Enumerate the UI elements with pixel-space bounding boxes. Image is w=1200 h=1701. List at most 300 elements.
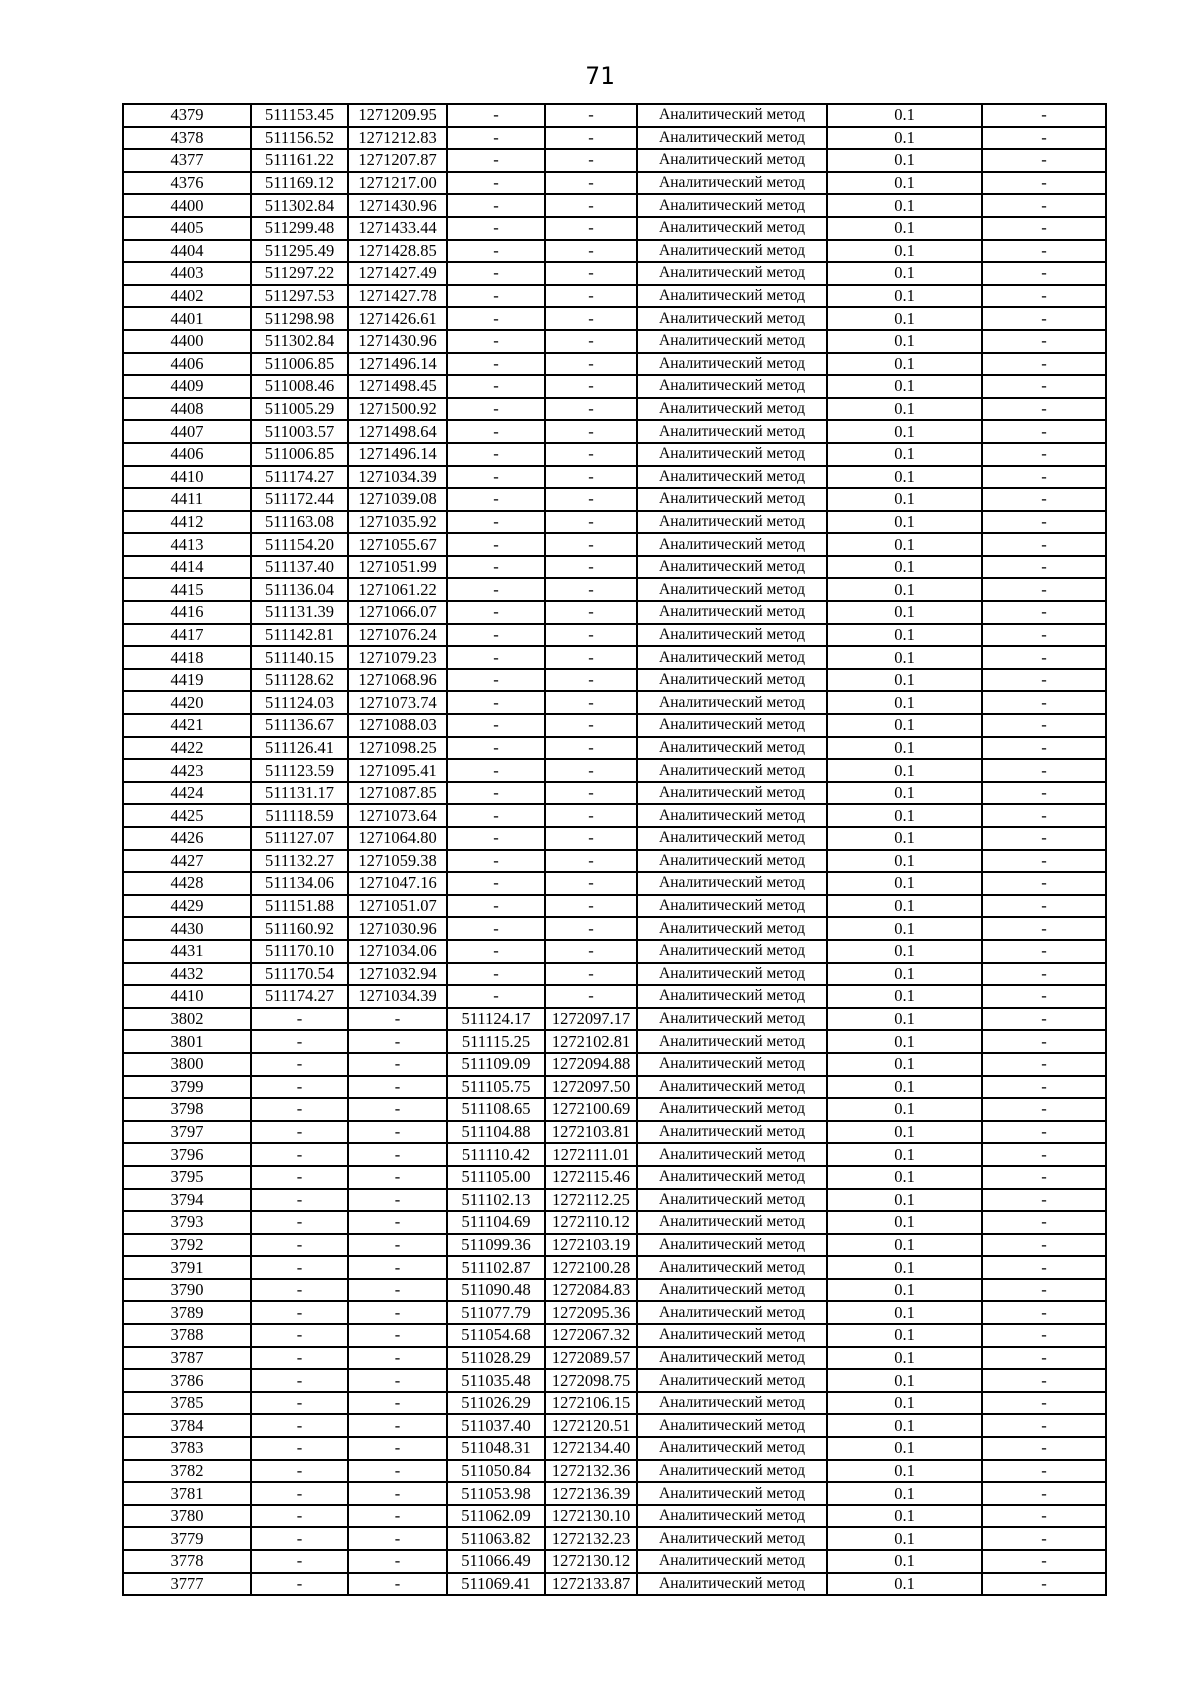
table-row xyxy=(123,149,1106,172)
cell-new-x: 511063.82 xyxy=(447,1527,545,1550)
cell-point-number: 3778 xyxy=(123,1550,251,1573)
cell-method: Аналитический метод xyxy=(637,917,827,940)
cell-old-y: - xyxy=(348,1234,447,1257)
cell-point-number: 4417 xyxy=(123,624,251,647)
cell-method: Аналитический метод xyxy=(637,1437,827,1460)
cell-accuracy: 0.1 xyxy=(827,443,982,466)
cell-new-y: - xyxy=(545,691,637,714)
cell-method: Аналитический метод xyxy=(637,149,827,172)
table-row xyxy=(123,466,1106,489)
cell-point-number: 4421 xyxy=(123,714,251,737)
cell-point-number: 4413 xyxy=(123,533,251,556)
cell-note: - xyxy=(982,511,1106,534)
cell-point-number: 3783 xyxy=(123,1437,251,1460)
cell-note: - xyxy=(982,1030,1106,1053)
cell-point-number: 3780 xyxy=(123,1505,251,1528)
cell-old-y: - xyxy=(348,1550,447,1573)
cell-old-x: 511170.54 xyxy=(251,963,348,986)
cell-point-number: 3794 xyxy=(123,1189,251,1212)
cell-note: - xyxy=(982,759,1106,782)
cell-accuracy: 0.1 xyxy=(827,330,982,353)
cell-new-x: - xyxy=(447,872,545,895)
table-row xyxy=(123,104,1106,127)
cell-old-x: 511169.12 xyxy=(251,172,348,195)
cell-old-y: - xyxy=(348,1279,447,1302)
cell-note: - xyxy=(982,1256,1106,1279)
cell-accuracy: 0.1 xyxy=(827,601,982,624)
cell-point-number: 4416 xyxy=(123,601,251,624)
cell-new-y: 1272100.69 xyxy=(545,1098,637,1121)
cell-old-x: 511302.84 xyxy=(251,330,348,353)
cell-note: - xyxy=(982,172,1106,195)
cell-point-number: 3798 xyxy=(123,1098,251,1121)
cell-old-y: 1271430.96 xyxy=(348,330,447,353)
cell-point-number: 4418 xyxy=(123,646,251,669)
table-row xyxy=(123,533,1106,556)
cell-old-x: - xyxy=(251,1076,348,1099)
cell-method: Аналитический метод xyxy=(637,1279,827,1302)
cell-method: Аналитический метод xyxy=(637,1482,827,1505)
cell-accuracy: 0.1 xyxy=(827,804,982,827)
cell-note: - xyxy=(982,1211,1106,1234)
cell-new-x: - xyxy=(447,307,545,330)
cell-note: - xyxy=(982,1121,1106,1144)
cell-note: - xyxy=(982,917,1106,940)
cell-old-y: - xyxy=(348,1324,447,1347)
table-row xyxy=(123,1550,1106,1573)
table-row xyxy=(123,646,1106,669)
cell-point-number: 4410 xyxy=(123,466,251,489)
cell-note: - xyxy=(982,850,1106,873)
cell-new-x: - xyxy=(447,330,545,353)
cell-note: - xyxy=(982,533,1106,556)
table-row xyxy=(123,172,1106,195)
cell-method: Аналитический метод xyxy=(637,466,827,489)
cell-old-x: - xyxy=(251,1234,348,1257)
cell-point-number: 4400 xyxy=(123,330,251,353)
cell-old-y: 1271095.41 xyxy=(348,759,447,782)
table-row xyxy=(123,1166,1106,1189)
cell-old-y: 1271088.03 xyxy=(348,714,447,737)
table-row xyxy=(123,1527,1106,1550)
table-row xyxy=(123,353,1106,376)
cell-accuracy: 0.1 xyxy=(827,1527,982,1550)
cell-new-x: 511028.29 xyxy=(447,1347,545,1370)
cell-new-y: - xyxy=(545,963,637,986)
cell-point-number: 4428 xyxy=(123,872,251,895)
cell-old-y: 1271064.80 xyxy=(348,827,447,850)
table-row xyxy=(123,1030,1106,1053)
cell-new-y: 1272097.17 xyxy=(545,1008,637,1031)
cell-new-x: - xyxy=(447,172,545,195)
cell-method: Аналитический метод xyxy=(637,646,827,669)
cell-old-y: 1271061.22 xyxy=(348,578,447,601)
cell-accuracy: 0.1 xyxy=(827,466,982,489)
cell-note: - xyxy=(982,398,1106,421)
cell-accuracy: 0.1 xyxy=(827,420,982,443)
table-row xyxy=(123,669,1106,692)
cell-new-y: - xyxy=(545,217,637,240)
cell-old-y: - xyxy=(348,1392,447,1415)
table-row xyxy=(123,850,1106,873)
table-row xyxy=(123,578,1106,601)
cell-old-x: 511131.39 xyxy=(251,601,348,624)
cell-note: - xyxy=(982,940,1106,963)
cell-new-x: - xyxy=(447,127,545,150)
cell-accuracy: 0.1 xyxy=(827,172,982,195)
cell-note: - xyxy=(982,669,1106,692)
table-row xyxy=(123,601,1106,624)
cell-method: Аналитический метод xyxy=(637,556,827,579)
cell-note: - xyxy=(982,1414,1106,1437)
table-row xyxy=(123,443,1106,466)
cell-point-number: 3790 xyxy=(123,1279,251,1302)
cell-old-y: - xyxy=(348,1008,447,1031)
cell-new-x: - xyxy=(447,375,545,398)
cell-new-x: - xyxy=(447,556,545,579)
cell-new-x: - xyxy=(447,646,545,669)
cell-old-x: 511128.62 xyxy=(251,669,348,692)
cell-old-y: - xyxy=(348,1053,447,1076)
cell-old-y: 1271030.96 xyxy=(348,917,447,940)
cell-old-x: 511136.04 xyxy=(251,578,348,601)
cell-old-y: 1271051.99 xyxy=(348,556,447,579)
cell-old-y: 1271034.39 xyxy=(348,466,447,489)
cell-new-x: - xyxy=(447,262,545,285)
cell-point-number: 4379 xyxy=(123,104,251,127)
cell-old-x: 511295.49 xyxy=(251,240,348,263)
cell-point-number: 4377 xyxy=(123,149,251,172)
cell-accuracy: 0.1 xyxy=(827,782,982,805)
table-row xyxy=(123,1189,1106,1212)
cell-old-y: 1271073.74 xyxy=(348,691,447,714)
cell-old-y: - xyxy=(348,1482,447,1505)
cell-point-number: 3802 xyxy=(123,1008,251,1031)
cell-note: - xyxy=(982,1279,1106,1302)
cell-old-x: - xyxy=(251,1414,348,1437)
cell-point-number: 4404 xyxy=(123,240,251,263)
cell-accuracy: 0.1 xyxy=(827,1008,982,1031)
cell-accuracy: 0.1 xyxy=(827,1166,982,1189)
cell-method: Аналитический метод xyxy=(637,1121,827,1144)
cell-old-y: 1271433.44 xyxy=(348,217,447,240)
cell-new-x: - xyxy=(447,443,545,466)
cell-new-y: - xyxy=(545,443,637,466)
cell-note: - xyxy=(982,307,1106,330)
cell-note: - xyxy=(982,194,1106,217)
cell-old-x: - xyxy=(251,1143,348,1166)
table-row xyxy=(123,1053,1106,1076)
cell-old-y: - xyxy=(348,1189,447,1212)
cell-point-number: 4419 xyxy=(123,669,251,692)
cell-new-x: 511099.36 xyxy=(447,1234,545,1257)
cell-old-x: 511005.29 xyxy=(251,398,348,421)
cell-new-x: - xyxy=(447,217,545,240)
cell-new-x: 511104.88 xyxy=(447,1121,545,1144)
cell-point-number: 3785 xyxy=(123,1392,251,1415)
table-row xyxy=(123,1098,1106,1121)
table-row xyxy=(123,940,1106,963)
cell-new-x: - xyxy=(447,624,545,647)
cell-old-x: 511297.53 xyxy=(251,285,348,308)
cell-point-number: 3799 xyxy=(123,1076,251,1099)
cell-method: Аналитический метод xyxy=(637,262,827,285)
cell-new-y: - xyxy=(545,556,637,579)
cell-new-x: - xyxy=(447,533,545,556)
cell-old-x: 511127.07 xyxy=(251,827,348,850)
cell-note: - xyxy=(982,827,1106,850)
cell-accuracy: 0.1 xyxy=(827,827,982,850)
table-row xyxy=(123,217,1106,240)
cell-old-y: 1271087.85 xyxy=(348,782,447,805)
cell-point-number: 3791 xyxy=(123,1256,251,1279)
table-row xyxy=(123,127,1106,150)
table-row xyxy=(123,511,1106,534)
cell-point-number: 3781 xyxy=(123,1482,251,1505)
table-row xyxy=(123,759,1106,782)
cell-new-y: - xyxy=(545,737,637,760)
cell-method: Аналитический метод xyxy=(637,1234,827,1257)
table-row xyxy=(123,1008,1106,1031)
cell-accuracy: 0.1 xyxy=(827,1053,982,1076)
table-row xyxy=(123,1076,1106,1099)
cell-method: Аналитический метод xyxy=(637,963,827,986)
cell-accuracy: 0.1 xyxy=(827,1550,982,1573)
cell-new-y: 1272084.83 xyxy=(545,1279,637,1302)
cell-point-number: 4401 xyxy=(123,307,251,330)
cell-method: Аналитический метод xyxy=(637,850,827,873)
cell-old-x: 511154.20 xyxy=(251,533,348,556)
cell-new-y: - xyxy=(545,172,637,195)
cell-new-x: 511109.09 xyxy=(447,1053,545,1076)
cell-new-y: - xyxy=(545,285,637,308)
cell-new-x: 511115.25 xyxy=(447,1030,545,1053)
cell-note: - xyxy=(982,624,1106,647)
cell-point-number: 4429 xyxy=(123,895,251,918)
cell-old-x: - xyxy=(251,1369,348,1392)
cell-new-y: - xyxy=(545,466,637,489)
cell-method: Аналитический метод xyxy=(637,443,827,466)
cell-old-x: 511008.46 xyxy=(251,375,348,398)
cell-accuracy: 0.1 xyxy=(827,262,982,285)
cell-note: - xyxy=(982,1189,1106,1212)
cell-old-y: 1271032.94 xyxy=(348,963,447,986)
cell-new-y: 1272097.50 xyxy=(545,1076,637,1099)
cell-old-x: 511118.59 xyxy=(251,804,348,827)
cell-new-x: - xyxy=(447,398,545,421)
cell-old-x: - xyxy=(251,1166,348,1189)
cell-new-y: - xyxy=(545,353,637,376)
cell-method: Аналитический метод xyxy=(637,1550,827,1573)
cell-new-y: 1272132.23 xyxy=(545,1527,637,1550)
cell-note: - xyxy=(982,601,1106,624)
cell-new-x: - xyxy=(447,827,545,850)
cell-point-number: 3782 xyxy=(123,1460,251,1483)
cell-accuracy: 0.1 xyxy=(827,1030,982,1053)
cell-old-y: 1271212.83 xyxy=(348,127,447,150)
cell-note: - xyxy=(982,375,1106,398)
table-row xyxy=(123,1573,1106,1596)
cell-old-x: 511299.48 xyxy=(251,217,348,240)
cell-old-y: 1271079.23 xyxy=(348,646,447,669)
cell-method: Аналитический метод xyxy=(637,669,827,692)
table-row xyxy=(123,1143,1106,1166)
cell-new-x: 511104.69 xyxy=(447,1211,545,1234)
cell-note: - xyxy=(982,1527,1106,1550)
cell-method: Аналитический метод xyxy=(637,240,827,263)
cell-old-y: 1271498.45 xyxy=(348,375,447,398)
cell-new-y: - xyxy=(545,985,637,1008)
cell-old-x: - xyxy=(251,1008,348,1031)
cell-new-y: 1272115.46 xyxy=(545,1166,637,1189)
cell-old-y: 1271496.14 xyxy=(348,443,447,466)
cell-point-number: 4405 xyxy=(123,217,251,240)
cell-note: - xyxy=(982,217,1106,240)
cell-accuracy: 0.1 xyxy=(827,759,982,782)
cell-new-y: - xyxy=(545,127,637,150)
cell-old-x: 511151.88 xyxy=(251,895,348,918)
cell-new-y: - xyxy=(545,307,637,330)
cell-new-x: - xyxy=(447,285,545,308)
cell-method: Аналитический метод xyxy=(637,804,827,827)
cell-new-y: - xyxy=(545,850,637,873)
cell-new-x: 511062.09 xyxy=(447,1505,545,1528)
cell-accuracy: 0.1 xyxy=(827,1460,982,1483)
cell-old-y: - xyxy=(348,1076,447,1099)
cell-new-x: 511105.00 xyxy=(447,1166,545,1189)
cell-note: - xyxy=(982,488,1106,511)
cell-note: - xyxy=(982,1482,1106,1505)
cell-new-x: - xyxy=(447,353,545,376)
table-row xyxy=(123,1234,1106,1257)
cell-note: - xyxy=(982,127,1106,150)
cell-note: - xyxy=(982,1143,1106,1166)
cell-method: Аналитический метод xyxy=(637,1414,827,1437)
cell-point-number: 3777 xyxy=(123,1573,251,1596)
cell-note: - xyxy=(982,443,1106,466)
cell-method: Аналитический метод xyxy=(637,353,827,376)
cell-old-x: 511163.08 xyxy=(251,511,348,534)
cell-new-y: 1272130.10 xyxy=(545,1505,637,1528)
cell-point-number: 3793 xyxy=(123,1211,251,1234)
table-row xyxy=(123,1256,1106,1279)
cell-new-y: - xyxy=(545,827,637,850)
cell-new-x: - xyxy=(447,737,545,760)
cell-accuracy: 0.1 xyxy=(827,1211,982,1234)
cell-new-y: - xyxy=(545,578,637,601)
cell-old-x: 511126.41 xyxy=(251,737,348,760)
cell-new-y: 1272106.15 xyxy=(545,1392,637,1415)
cell-accuracy: 0.1 xyxy=(827,1121,982,1144)
cell-point-number: 3788 xyxy=(123,1324,251,1347)
table-row xyxy=(123,194,1106,217)
cell-accuracy: 0.1 xyxy=(827,624,982,647)
table-row xyxy=(123,624,1106,647)
cell-old-x: - xyxy=(251,1392,348,1415)
cell-accuracy: 0.1 xyxy=(827,194,982,217)
cell-accuracy: 0.1 xyxy=(827,940,982,963)
table-row xyxy=(123,1347,1106,1370)
cell-new-y: 1272133.87 xyxy=(545,1573,637,1596)
cell-method: Аналитический метод xyxy=(637,285,827,308)
cell-method: Аналитический метод xyxy=(637,127,827,150)
coordinates-table xyxy=(122,103,1107,1596)
cell-old-y: 1271034.06 xyxy=(348,940,447,963)
cell-new-x: 511035.48 xyxy=(447,1369,545,1392)
cell-method: Аналитический метод xyxy=(637,1098,827,1121)
cell-method: Аналитический метод xyxy=(637,1256,827,1279)
cell-accuracy: 0.1 xyxy=(827,307,982,330)
cell-old-y: 1271427.78 xyxy=(348,285,447,308)
cell-old-y: 1271426.61 xyxy=(348,307,447,330)
cell-old-x: 511172.44 xyxy=(251,488,348,511)
cell-accuracy: 0.1 xyxy=(827,737,982,760)
table-row xyxy=(123,1392,1106,1415)
cell-new-y: - xyxy=(545,240,637,263)
cell-old-x: 511298.98 xyxy=(251,307,348,330)
cell-new-y: 1272102.81 xyxy=(545,1030,637,1053)
cell-accuracy: 0.1 xyxy=(827,1076,982,1099)
cell-method: Аналитический метод xyxy=(637,194,827,217)
cell-new-y: - xyxy=(545,917,637,940)
cell-accuracy: 0.1 xyxy=(827,1369,982,1392)
cell-new-x: 511090.48 xyxy=(447,1279,545,1302)
cell-accuracy: 0.1 xyxy=(827,850,982,873)
table-row xyxy=(123,1414,1106,1437)
cell-new-y: - xyxy=(545,940,637,963)
cell-new-y: - xyxy=(545,872,637,895)
cell-accuracy: 0.1 xyxy=(827,669,982,692)
cell-method: Аналитический метод xyxy=(637,217,827,240)
cell-method: Аналитический метод xyxy=(637,1369,827,1392)
table-row xyxy=(123,804,1106,827)
cell-point-number: 4415 xyxy=(123,578,251,601)
cell-new-x: - xyxy=(447,804,545,827)
cell-old-x: 511140.15 xyxy=(251,646,348,669)
cell-note: - xyxy=(982,330,1106,353)
cell-point-number: 4408 xyxy=(123,398,251,421)
cell-new-x: - xyxy=(447,895,545,918)
cell-new-x: 511037.40 xyxy=(447,1414,545,1437)
cell-point-number: 4425 xyxy=(123,804,251,827)
cell-point-number: 4431 xyxy=(123,940,251,963)
cell-new-y: - xyxy=(545,669,637,692)
cell-note: - xyxy=(982,1573,1106,1596)
cell-new-y: - xyxy=(545,194,637,217)
cell-new-x: - xyxy=(447,714,545,737)
cell-old-y: - xyxy=(348,1347,447,1370)
table-row xyxy=(123,1460,1106,1483)
cell-point-number: 4426 xyxy=(123,827,251,850)
table-row xyxy=(123,240,1106,263)
cell-new-x: 511124.17 xyxy=(447,1008,545,1031)
cell-accuracy: 0.1 xyxy=(827,985,982,1008)
cell-old-x: - xyxy=(251,1211,348,1234)
cell-method: Аналитический метод xyxy=(637,1324,827,1347)
cell-old-x: - xyxy=(251,1324,348,1347)
cell-old-y: 1271059.38 xyxy=(348,850,447,873)
cell-old-y: - xyxy=(348,1369,447,1392)
cell-point-number: 4410 xyxy=(123,985,251,1008)
cell-old-y: - xyxy=(348,1573,447,1596)
cell-note: - xyxy=(982,1234,1106,1257)
cell-method: Аналитический метод xyxy=(637,1166,827,1189)
table-row xyxy=(123,714,1106,737)
cell-new-x: - xyxy=(447,782,545,805)
cell-new-y: - xyxy=(545,601,637,624)
cell-accuracy: 0.1 xyxy=(827,714,982,737)
cell-new-y: 1272103.19 xyxy=(545,1234,637,1257)
